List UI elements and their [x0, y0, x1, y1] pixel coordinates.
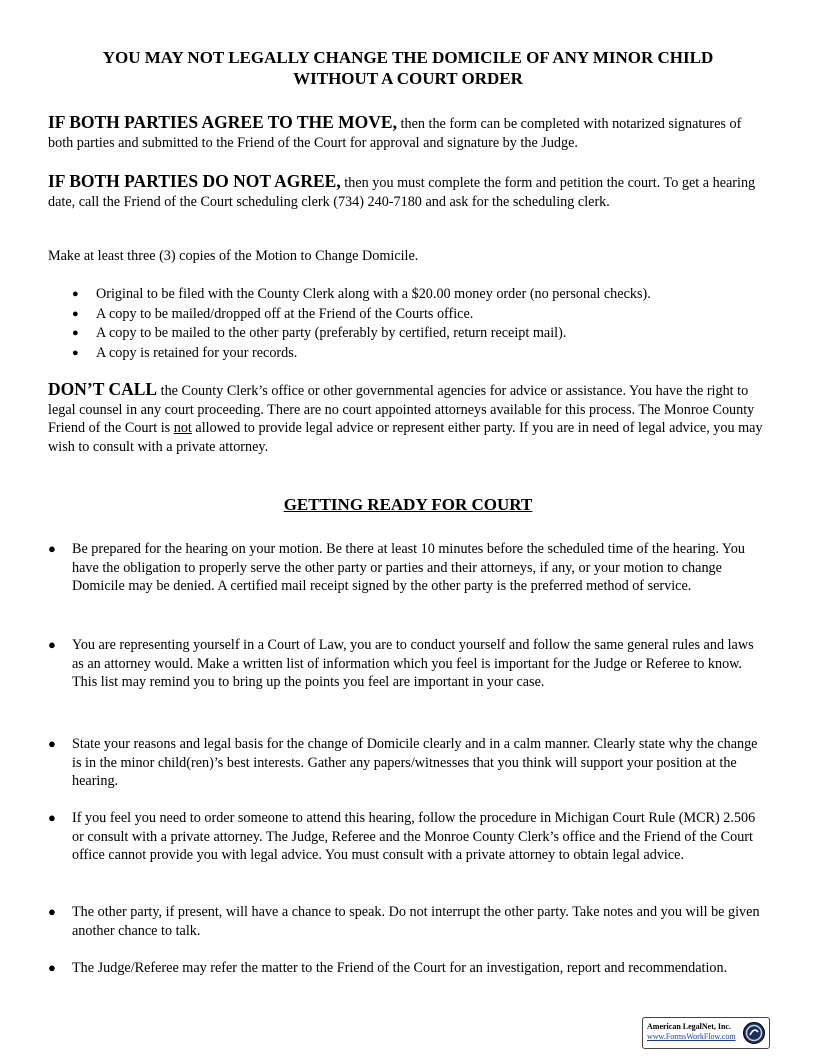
list-item: ● The other party, if present, will have a chance to speak. Do not interrupt the other party. Take notes and you will be given another chance to talk.	[48, 904, 760, 939]
not-emphasis: not	[173, 420, 192, 436]
dont-call-paragraph: DON’T CALL the County Clerk’s office or other governmental agencies for advice or assistance. You have the right to legal counsel in any court proceeding. There are no court appointed attorneys available for this process. The Monroe County Friend of the Court is not allowed to provide legal advice or represent either party. If you are in need of legal advice, you may wish to consult with a private attorney.	[48, 379, 763, 455]
list-item: ● A copy to be mailed/dropped off at the Friend of the Courts office.	[70, 305, 770, 325]
seal-icon	[742, 1021, 766, 1045]
bullet-icon: ●	[72, 288, 79, 300]
list-item: ● Original to be filed with the County Clerk along with a $20.00 money order (no personal checks).	[70, 285, 770, 305]
footer-company: American LegalNet, Inc.	[647, 1022, 731, 1031]
bullet-icon: ●	[48, 637, 56, 652]
dont-call-lead: DON’T CALL	[48, 379, 158, 399]
bullet-icon: ●	[48, 904, 56, 919]
list-item: ● You are representing yourself in a Court of Law, you are to conduct yourself and follow the same general rules and laws as an attorney would. Make a written list of information which you feel is important for the Judge or Referee to know. This list may remind you to bring up the points you feel are important in your case.	[48, 637, 754, 691]
footer-logo[interactable]	[642, 1017, 770, 1049]
list-item: ● The Judge/Referee may refer the matter to the Friend of the Court for an investigation, report and recommendation.	[48, 960, 728, 976]
list-item: ● A copy is retained for your records.	[70, 344, 770, 364]
bullet-icon: ●	[72, 346, 79, 359]
copies-intro: Make at least three (3) copies of the Motion to Change Domicile.	[48, 248, 419, 264]
bullet-icon: ●	[72, 327, 79, 339]
list-item: ● If you feel you need to order someone to attend this hearing, follow the procedure in Michigan Court Rule (MCR) 2.506 or consult with a private attorney. The Judge, Referee and the Monroe County Clerk’s office and the Friend of the Court office cannot provide you with legal advice. You must consult with a private attorney to obtain legal advice.	[48, 810, 756, 864]
list-item: ● A copy to be mailed to the other party (preferably by certified, return receipt mail).	[70, 324, 770, 344]
agree-lead: IF BOTH PARTIES AGREE TO THE MOVE,	[48, 112, 397, 132]
bullet-icon: ●	[72, 307, 79, 320]
bullet-icon: ●	[48, 541, 56, 556]
agree-text: then the form can be completed with notarized signatures of both parties and submitted to the Friend of the Court for approval and signature by the Judge.	[48, 116, 742, 151]
footer-url-link[interactable]: www.FormsWorkFlow.com	[647, 1032, 736, 1041]
list-item: ● Be prepared for the hearing on your motion. Be there at least 10 minutes before the scheduled time of the hearing. You have the obligation to properly serve the other party or parties and their attorneys, if any, or your motion to change Domicile may be denied. A certified mail receipt signed by the other party is the preferred method of service.	[48, 541, 745, 595]
title-line-1: YOU MAY NOT LEGALLY CHANGE THE DOMICILE OF ANY MINOR CHILD	[102, 48, 714, 67]
bullet-icon: ●	[48, 810, 56, 825]
disagree-text: then you must complete the form and petition the court. To get a hearing date, call the Friend of the Court scheduling clerk (734) 240-7180 and ask for the scheduling clerk.	[48, 175, 756, 210]
agree-paragraph	[48, 113, 770, 152]
document-title	[48, 47, 768, 89]
copies-list	[70, 285, 770, 363]
title-line-2: WITHOUT A COURT ORDER	[293, 69, 523, 88]
disagree-lead: IF BOTH PARTIES DO NOT AGREE,	[48, 171, 341, 191]
bullet-icon: ●	[48, 960, 56, 975]
bullet-icon: ●	[48, 736, 56, 751]
disagree-paragraph	[48, 172, 770, 211]
section-title: GETTING READY FOR COURT	[283, 495, 533, 514]
list-item: ● State your reasons and legal basis for the change of Domicile clearly and in a calm manner. Clearly state why the change is in the minor child(ren)’s best interests. Gather any papers/witnesses that you think will support your position at the hearing.	[48, 736, 758, 790]
